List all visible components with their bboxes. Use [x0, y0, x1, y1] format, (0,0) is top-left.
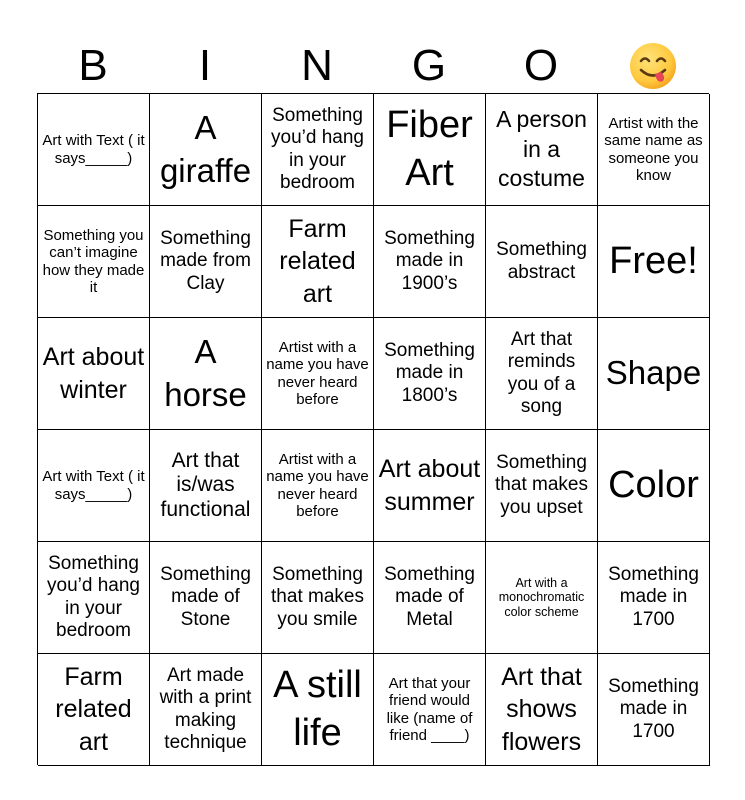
bingo-cell-r4c4[interactable]: Art about summer: [374, 430, 486, 542]
bingo-cell-r3c5[interactable]: Art that reminds you of a song: [486, 318, 598, 430]
bingo-cell-r1c3[interactable]: Something you’d hang in your bedroom: [262, 94, 374, 206]
header-letter-i: I: [198, 41, 212, 90]
bingo-cell-r6c6[interactable]: Something made in 1700: [598, 654, 710, 766]
bingo-cell-r5c3[interactable]: Something that makes you smile: [262, 542, 374, 654]
face-savoring-food-icon: [628, 41, 678, 91]
bingo-cell-r4c3[interactable]: Artist with a name you have never heard before: [262, 430, 374, 542]
bingo-board: [37, 93, 709, 765]
bingo-cell-r2c1[interactable]: Something you can’t imagine how they made it: [38, 206, 150, 318]
header-letter-o: O: [523, 41, 559, 90]
bingo-cell-r4c1[interactable]: Art with Text ( it says_____): [38, 430, 150, 542]
bingo-cell-r5c2[interactable]: Something made of Stone: [150, 542, 262, 654]
bingo-cell-r3c1[interactable]: Art about winter: [38, 318, 150, 430]
header-letter-b: B: [78, 41, 108, 90]
bingo-cell-r6c2[interactable]: Art made with a print making technique: [150, 654, 262, 766]
bingo-cell-r2c4[interactable]: Something made in 1900’s: [374, 206, 486, 318]
bingo-cell-r3c3[interactable]: Artist with a name you have never heard before: [262, 318, 374, 430]
bingo-cell-r6c4[interactable]: Art that your friend would like (name of friend ____): [374, 654, 486, 766]
bingo-cell-r3c2[interactable]: A horse: [150, 318, 262, 430]
bingo-cell-r4c5[interactable]: Something that makes you upset: [486, 430, 598, 542]
header-letter-g: G: [411, 41, 447, 90]
bingo-cell-r5c1[interactable]: Something you’d hang in your bedroom: [38, 542, 150, 654]
bingo-cell-r1c2[interactable]: A giraffe: [150, 94, 262, 206]
bingo-cell-r1c4[interactable]: Fiber Art: [374, 94, 486, 206]
bingo-cell-r4c2[interactable]: Art that is/was functional: [150, 430, 262, 542]
bingo-cell-r1c1[interactable]: Art with Text ( it says_____): [38, 94, 150, 206]
header-letter-n: N: [301, 41, 333, 90]
bingo-cell-r6c1[interactable]: Farm related art: [38, 654, 150, 766]
bingo-cell-r2c2[interactable]: Something made from Clay: [150, 206, 262, 318]
bingo-cell-r3c6[interactable]: Shape: [598, 318, 710, 430]
bingo-cell-r6c5[interactable]: Art that shows flowers: [486, 654, 598, 766]
bingo-cell-r5c5[interactable]: Art with a monochromatic color scheme: [486, 542, 598, 654]
bingo-cell-r1c5[interactable]: A person in a costume: [486, 94, 598, 206]
bingo-cell-r2c6[interactable]: Free!: [598, 206, 710, 318]
bingo-header: [37, 38, 709, 94]
bingo-cell-r6c3[interactable]: A still life: [262, 654, 374, 766]
bingo-cell-r5c6[interactable]: Something made in 1700: [598, 542, 710, 654]
bingo-cell-r3c4[interactable]: Something made in 1800’s: [374, 318, 486, 430]
bingo-cell-r2c3[interactable]: Farm related art: [262, 206, 374, 318]
bingo-cell-r4c6[interactable]: Color: [598, 430, 710, 542]
bingo-cell-r1c6[interactable]: Artist with the same name as someone you know: [598, 94, 710, 206]
bingo-cell-r5c4[interactable]: Something made of Metal: [374, 542, 486, 654]
bingo-cell-r2c5[interactable]: Something abstract: [486, 206, 598, 318]
